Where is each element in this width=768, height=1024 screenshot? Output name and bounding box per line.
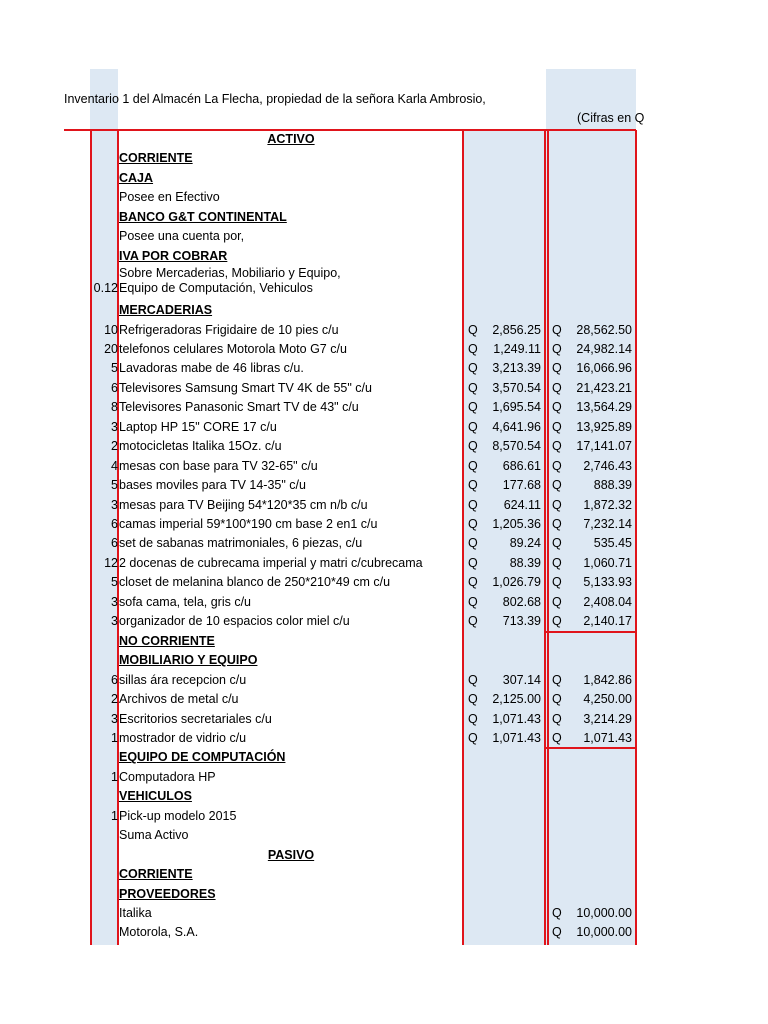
total-cell: 888.39 xyxy=(593,478,632,493)
total-cell: 4,250.00 xyxy=(583,692,632,707)
currency-symbol: Q xyxy=(468,594,478,609)
description-cell: Italika xyxy=(119,906,152,920)
category-header: CORRIENTE xyxy=(119,151,193,166)
currency-symbol: Q xyxy=(552,458,562,473)
total-cell: 7,232.14 xyxy=(583,517,632,531)
currency-symbol: Q xyxy=(468,536,478,551)
description-cell: Pick-up modelo 2015 xyxy=(119,808,237,823)
table-row xyxy=(0,612,768,632)
quantity-cell: 6 xyxy=(111,517,118,531)
currency-symbol: Q xyxy=(468,322,478,337)
quantity-cell: 4 xyxy=(111,458,118,473)
currency-symbol: Q xyxy=(552,594,562,609)
table-row xyxy=(0,632,768,652)
description-cell: organizador de 10 espacios color miel c/u xyxy=(119,614,350,629)
currency-symbol: Q xyxy=(468,458,478,473)
unit-price-cell: 307.14 xyxy=(502,672,541,687)
table-row xyxy=(0,651,768,671)
quantity-cell: 5 xyxy=(111,478,118,493)
category-header: VEHICULOS xyxy=(119,789,192,804)
table-row xyxy=(0,748,768,768)
quantity-cell: 1 xyxy=(111,769,118,784)
category-header: CAJA xyxy=(119,170,154,185)
total-cell: 2,746.43 xyxy=(583,458,632,473)
description-cell: Laptop HP 15" CORE 17 c/u xyxy=(119,419,277,434)
table-row xyxy=(0,418,768,438)
currency-symbol: Q xyxy=(468,439,478,454)
description-cell: mesas con base para TV 32-65" c/u xyxy=(119,458,318,473)
description-cell: mostrador de vidrio c/u xyxy=(119,730,247,745)
category-header: IVA POR COBRAR xyxy=(119,248,228,263)
description-cell: bases moviles para TV 14-35" c/u xyxy=(119,478,306,493)
unit-price-cell: 1,071.43 xyxy=(492,730,541,745)
unit-price-cell: 713.39 xyxy=(502,614,541,629)
currency-symbol: Q xyxy=(468,380,478,395)
category-header: MERCADERIAS xyxy=(119,303,213,318)
table-row xyxy=(0,710,768,730)
unit-price-cell: 2,125.00 xyxy=(492,692,541,707)
table-row xyxy=(0,865,768,885)
total-cell: 3,214.29 xyxy=(583,711,632,726)
table-row xyxy=(0,437,768,457)
quantity-cell: 3 xyxy=(111,614,118,629)
description-cell: set de sabanas matrimoniales, 6 piezas, c/u xyxy=(119,536,363,551)
currency-symbol: Q xyxy=(468,361,478,376)
quantity-cell: 6 xyxy=(111,672,118,687)
table-row xyxy=(0,227,768,247)
category-header: MOBILIARIO Y EQUIPO xyxy=(119,653,258,668)
table-row xyxy=(0,787,768,807)
currency-symbol: Q xyxy=(552,575,562,590)
unit-price-cell: 4,641.96 xyxy=(492,419,541,434)
unit-price-cell: 177.68 xyxy=(502,478,541,493)
currency-symbol: Q xyxy=(468,692,478,707)
quantity-cell: 3 xyxy=(111,594,118,609)
currency-symbol: Q xyxy=(468,614,478,629)
unit-price-cell: 686.61 xyxy=(502,458,541,473)
description-cell: sofa cama, tela, gris c/u xyxy=(119,594,252,609)
currency-symbol: Q xyxy=(552,536,562,551)
quantity-cell: 3 xyxy=(111,711,118,726)
table-row xyxy=(0,768,768,788)
unit-price-cell: 88.39 xyxy=(509,555,541,570)
currency-symbol: Q xyxy=(552,380,562,395)
description-cell: Posee una cuenta por, xyxy=(119,229,245,244)
table-row xyxy=(0,398,768,418)
currency-symbol: Q xyxy=(552,925,562,940)
total-cell: 24,982.14 xyxy=(576,341,632,356)
table-row xyxy=(0,188,768,208)
cifras-label: (Cifras en Q xyxy=(577,111,645,125)
unit-price-cell: 1,026.79 xyxy=(492,575,541,590)
quantity-cell: 2 xyxy=(111,439,118,454)
quantity-cell: 6 xyxy=(111,380,118,395)
quantity-cell: 5 xyxy=(111,361,118,376)
table-row xyxy=(0,301,768,321)
table-row xyxy=(0,923,768,943)
currency-symbol: Q xyxy=(552,478,562,493)
table-row xyxy=(0,826,768,846)
description-cell: telefonos celulares Motorola Moto G7 c/u xyxy=(119,341,347,356)
quantity-cell: 20 xyxy=(104,341,118,356)
quantity-cell: 1 xyxy=(111,730,118,745)
currency-symbol: Q xyxy=(552,322,562,337)
table-row xyxy=(0,515,768,535)
currency-symbol: Q xyxy=(552,497,562,512)
table-row xyxy=(0,593,768,613)
currency-symbol: Q xyxy=(552,711,562,726)
description-cell: motocicletas Italika 15Oz. c/u xyxy=(119,439,282,454)
currency-symbol: Q xyxy=(552,439,562,454)
quantity-cell: 1 xyxy=(111,808,118,823)
description-cell: Refrigeradoras Frigidaire de 10 pies c/u xyxy=(119,322,339,337)
table-row xyxy=(0,279,768,299)
table-row xyxy=(0,807,768,827)
unit-price-cell: 1,695.54 xyxy=(492,400,541,415)
currency-symbol: Q xyxy=(552,692,562,707)
total-cell: 16,066.96 xyxy=(576,361,632,376)
table-row xyxy=(0,208,768,228)
page-title: Inventario 1 del Almacén La Flecha, propiedad de la señora Karla Ambrosio, xyxy=(64,92,486,106)
table-row xyxy=(0,846,768,866)
table-row xyxy=(0,149,768,169)
description-cell: Televisores Samsung Smart TV 4K de 55" c/u xyxy=(119,380,372,395)
quantity-cell: 3 xyxy=(111,497,118,512)
category-header: BANCO G&T CONTINENTAL xyxy=(119,209,287,224)
table-row xyxy=(0,130,768,150)
total-cell: 13,564.29 xyxy=(576,400,632,415)
table-row xyxy=(0,169,768,189)
quantity-cell: 5 xyxy=(111,575,118,590)
total-cell: 2,140.17 xyxy=(583,614,632,629)
total-cell: 10,000.00 xyxy=(576,906,632,920)
currency-symbol: Q xyxy=(552,341,562,356)
description-cell: Motorola, S.A. xyxy=(119,925,199,940)
table-row xyxy=(0,321,768,341)
unit-price-cell: 1,071.43 xyxy=(492,711,541,726)
unit-price-cell: 3,213.39 xyxy=(492,361,541,376)
table-row xyxy=(0,554,768,574)
description-cell: Posee en Efectivo xyxy=(119,190,220,205)
currency-symbol: Q xyxy=(552,906,562,920)
unit-price-cell: 1,249.11 xyxy=(493,341,541,356)
section-title: ACTIVO xyxy=(267,132,315,146)
total-cell: 1,071.43 xyxy=(583,730,632,745)
unit-price-cell: 8,570.54 xyxy=(492,439,541,454)
table-row xyxy=(0,671,768,691)
table-row xyxy=(0,496,768,516)
currency-symbol: Q xyxy=(552,419,562,434)
quantity-cell: 0.12 xyxy=(93,280,118,295)
section-title: PASIVO xyxy=(267,847,315,862)
description-cell: Computadora HP xyxy=(119,769,216,784)
table-row xyxy=(0,729,768,749)
category-header: CORRIENTE xyxy=(119,867,193,882)
unit-price-cell: 624.11 xyxy=(503,497,541,512)
currency-symbol: Q xyxy=(552,400,562,415)
description-cell: Televisores Panasonic Smart TV de 43" c/u xyxy=(119,400,359,415)
table-row xyxy=(0,885,768,905)
description-cell: closet de melanina blanco de 250*210*49 cm c/u xyxy=(119,575,391,590)
table-row xyxy=(0,690,768,710)
unit-price-cell: 802.68 xyxy=(502,594,541,609)
table-row xyxy=(0,457,768,477)
unit-price-cell: 1,205.36 xyxy=(492,517,541,531)
currency-symbol: Q xyxy=(468,555,478,570)
table-row xyxy=(0,476,768,496)
table-row xyxy=(0,534,768,554)
currency-symbol: Q xyxy=(468,497,478,512)
description-cell: Equipo de Computación, Vehiculos xyxy=(119,280,313,295)
table-row xyxy=(0,904,768,924)
currency-symbol: Q xyxy=(468,672,478,687)
quantity-cell: 3 xyxy=(111,419,118,434)
currency-symbol: Q xyxy=(468,400,478,415)
currency-symbol: Q xyxy=(468,478,478,493)
table-row xyxy=(0,359,768,379)
total-cell: 535.45 xyxy=(593,536,632,551)
description-cell: Archivos de metal c/u xyxy=(119,692,239,707)
total-cell: 10,000.00 xyxy=(576,925,632,940)
quantity-cell: 8 xyxy=(111,400,118,415)
total-cell: 1,842.86 xyxy=(583,672,632,687)
description-cell: Suma Activo xyxy=(119,828,189,843)
quantity-cell: 2 xyxy=(111,692,118,707)
total-cell: 5,133.93 xyxy=(583,575,632,590)
total-cell: 17,141.07 xyxy=(576,439,632,454)
description-cell: Lavadoras mabe de 46 libras c/u. xyxy=(119,361,304,376)
currency-symbol: Q xyxy=(552,672,562,687)
table-row xyxy=(0,379,768,399)
currency-symbol: Q xyxy=(552,730,562,745)
unit-price-cell: 3,570.54 xyxy=(492,380,541,395)
description-cell: sillas ára recepcion c/u xyxy=(119,672,247,687)
currency-symbol: Q xyxy=(468,575,478,590)
description-cell: Sobre Mercaderias, Mobiliario y Equipo, xyxy=(119,266,341,281)
category-header: NO CORRIENTE xyxy=(119,633,215,648)
description-cell: camas imperial 59*100*190 cm base 2 en1 c/u xyxy=(119,517,378,531)
currency-symbol: Q xyxy=(552,361,562,376)
currency-symbol: Q xyxy=(468,730,478,745)
total-cell: 1,872.32 xyxy=(583,497,632,512)
currency-symbol: Q xyxy=(552,555,562,570)
quantity-cell: 12 xyxy=(104,555,118,570)
quantity-cell: 6 xyxy=(111,536,118,551)
category-header: PROVEEDORES xyxy=(119,886,216,901)
currency-symbol: Q xyxy=(468,419,478,434)
total-cell: 1,060.71 xyxy=(583,555,632,570)
table-row xyxy=(0,340,768,360)
description-cell: 2 docenas de cubrecama imperial y matri c/cubrecama xyxy=(119,555,423,570)
currency-symbol: Q xyxy=(468,341,478,356)
currency-symbol: Q xyxy=(468,517,478,531)
category-header: EQUIPO DE COMPUTACIÓN xyxy=(119,750,286,765)
currency-symbol: Q xyxy=(468,711,478,726)
unit-price-cell: 89.24 xyxy=(509,536,541,551)
total-cell: 21,423.21 xyxy=(576,380,632,395)
currency-symbol: Q xyxy=(552,517,562,531)
description-cell: Escritorios secretariales c/u xyxy=(119,711,272,726)
quantity-cell: 10 xyxy=(104,322,118,337)
total-cell: 28,562.50 xyxy=(576,322,632,337)
currency-symbol: Q xyxy=(552,614,562,629)
total-cell: 2,408.04 xyxy=(583,594,632,609)
unit-price-cell: 2,856.25 xyxy=(492,322,541,337)
table-row xyxy=(0,573,768,593)
description-cell: mesas para TV Beijing 54*120*35 cm n/b c/u xyxy=(119,497,368,512)
total-cell: 13,925.89 xyxy=(576,419,632,434)
